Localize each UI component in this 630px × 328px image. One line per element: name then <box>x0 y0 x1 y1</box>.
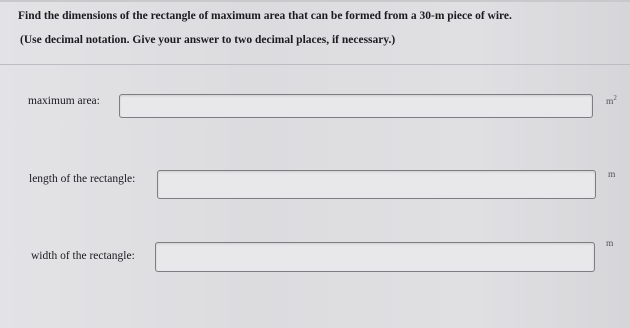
max-area-input[interactable] <box>119 94 593 118</box>
question-hint: (Use decimal notation. Give your answer to two decimal places, if necessary.) <box>20 34 396 46</box>
length-unit: m <box>608 170 616 180</box>
max-area-unit-text: m <box>606 97 614 108</box>
width-unit: m <box>606 239 614 249</box>
max-area-unit <box>606 94 617 107</box>
max-area-label: maximum area: <box>28 95 100 107</box>
width-input[interactable] <box>155 242 595 272</box>
length-label: length of the rectangle: <box>29 173 136 185</box>
panel-top-edge <box>0 0 630 2</box>
divider <box>0 64 630 65</box>
question-prompt: Find the dimensions of the rectangle of maximum area that can be formed from a 30-m piece of wire. <box>18 10 512 22</box>
max-area-unit-exponent: 2 <box>613 94 617 102</box>
length-input[interactable] <box>157 170 596 199</box>
width-label: width of the rectangle: <box>31 250 135 262</box>
